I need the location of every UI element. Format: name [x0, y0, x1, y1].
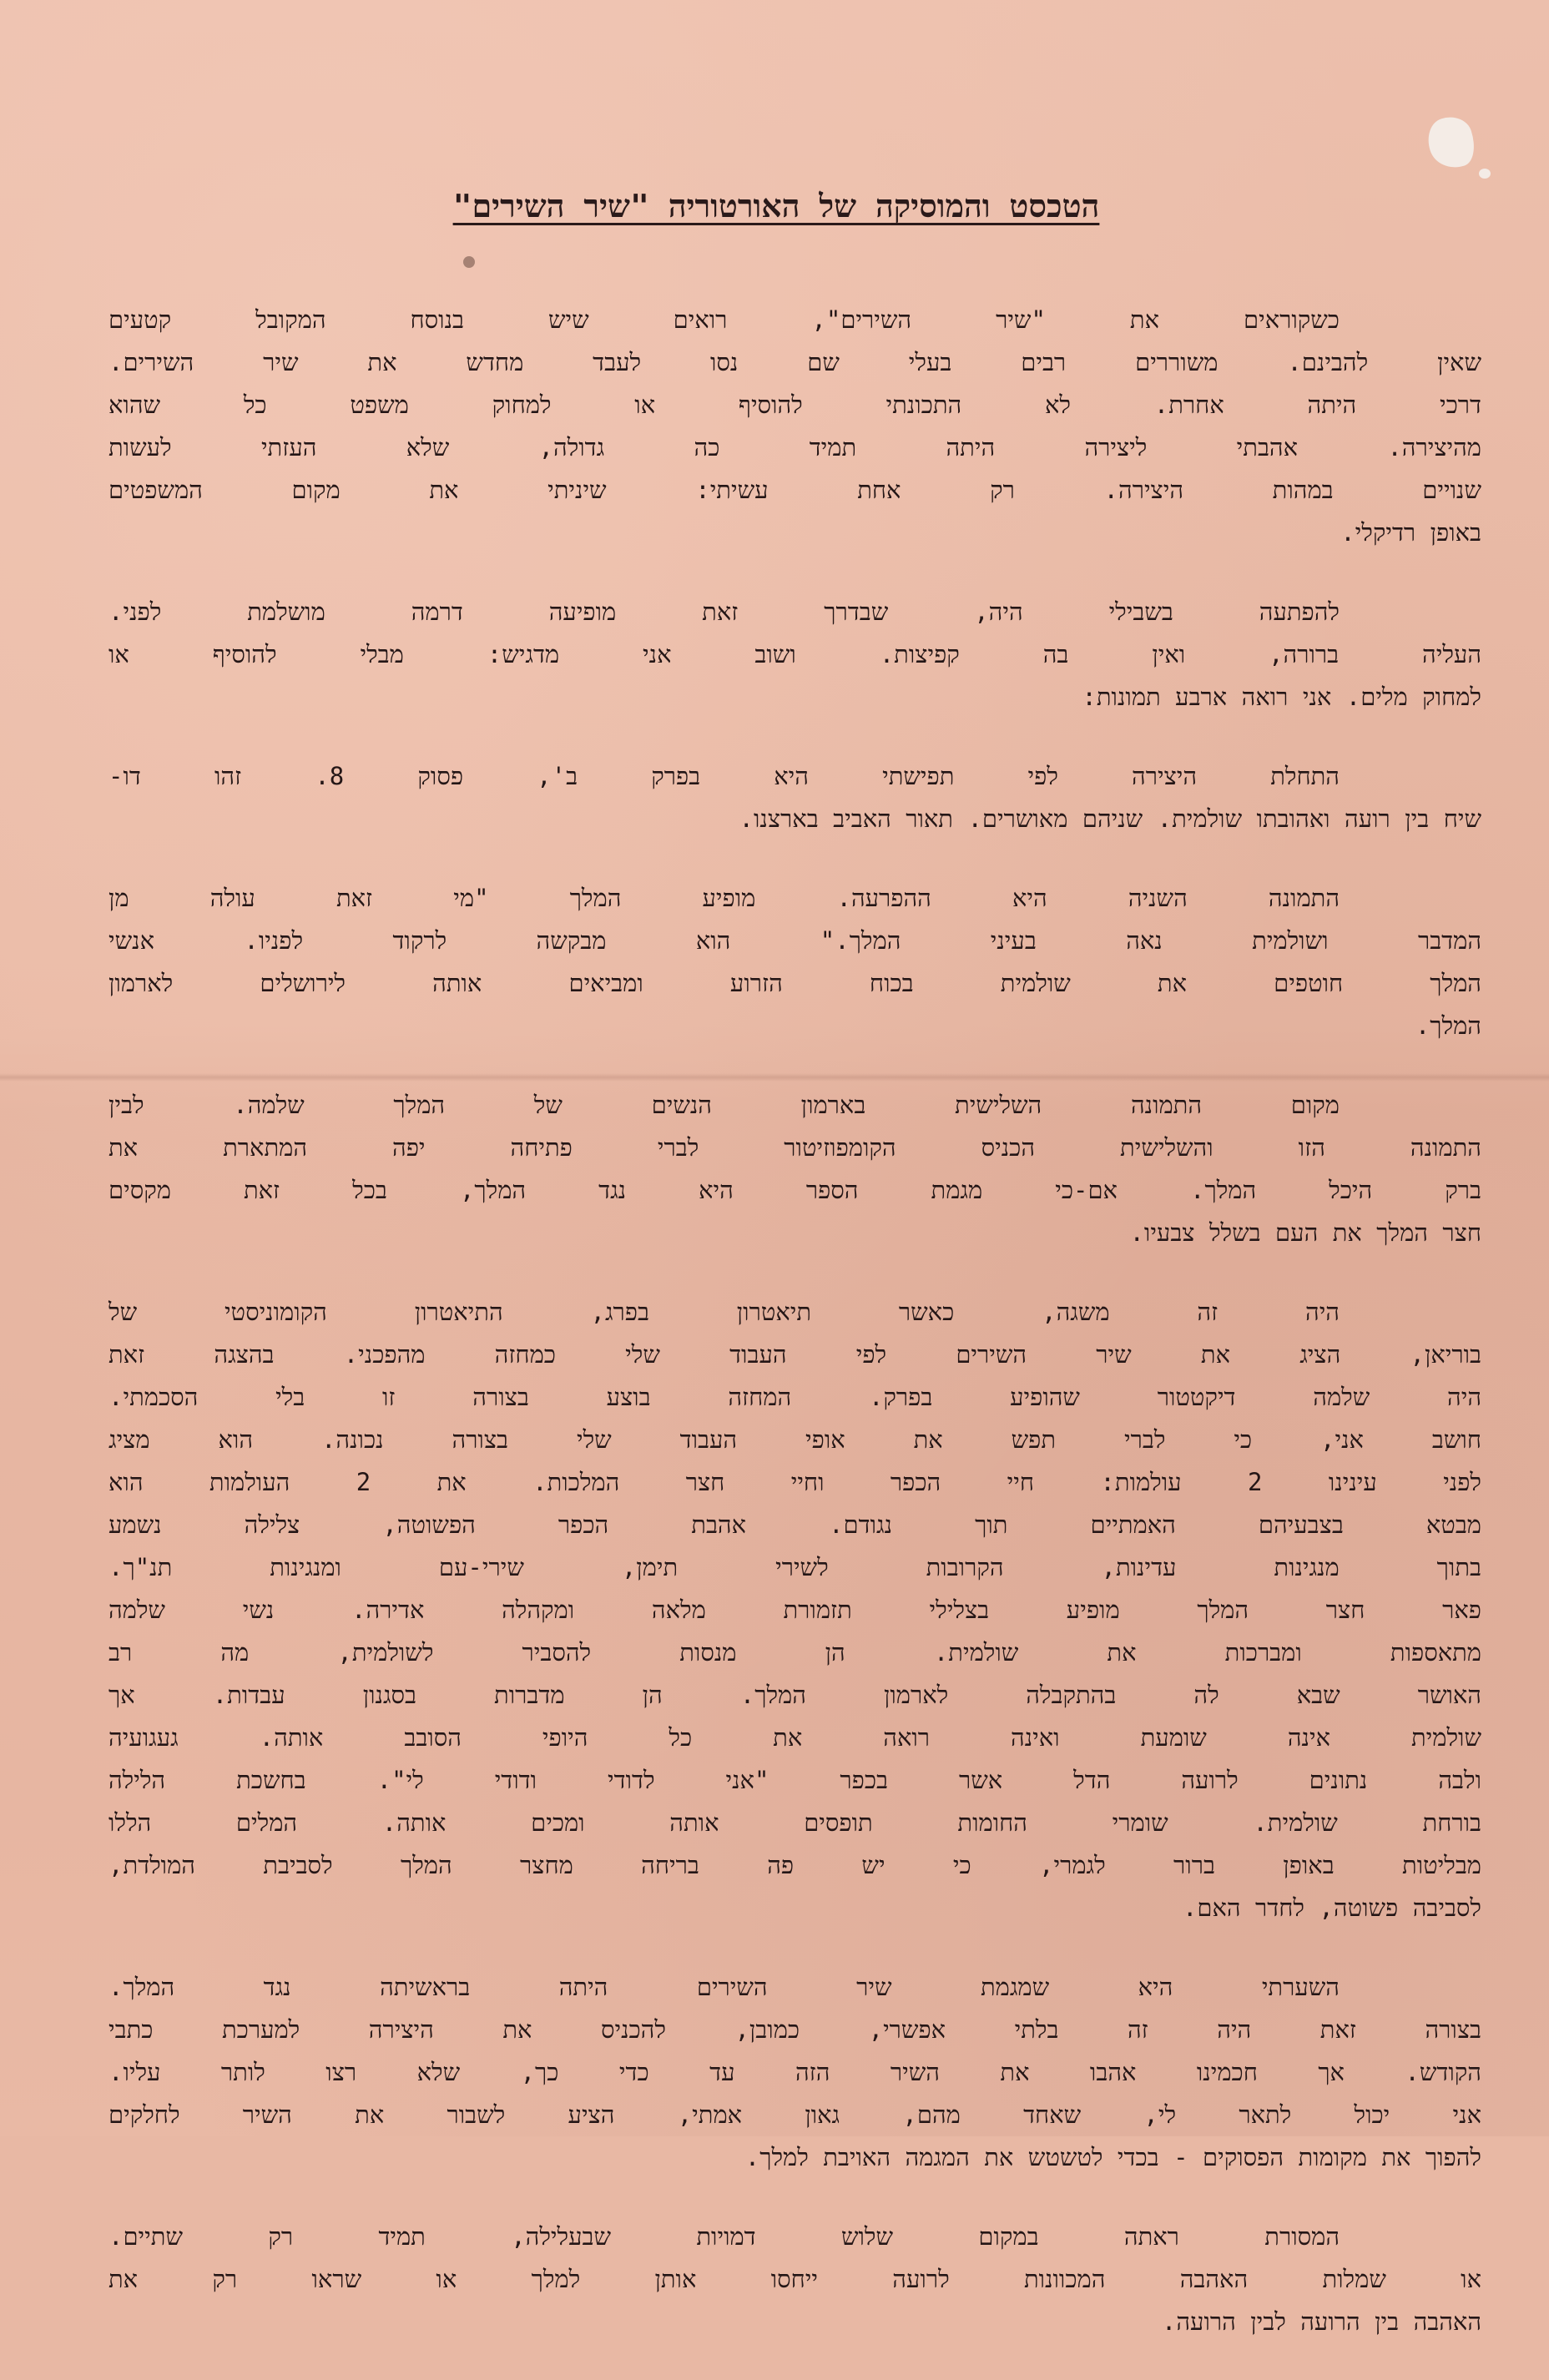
- paragraph: [108, 755, 1481, 840]
- text-line: או שמלות האהבה המכוונות לרועה ייחסו אותן למלך או שראו רק את: [108, 2265, 1481, 2293]
- text-line: מבליטות באופן ברור לגמרי, כי יש פה בריחה מחצר המלך לסביבת המולדת,: [108, 1851, 1481, 1879]
- paragraph: [108, 2216, 1481, 2343]
- text-line: שיח בין רועה ואהובתו שולמית. שניהם מאושרים. תאור האביב בארצנו.: [739, 804, 1481, 833]
- paper-tear-hole: [1422, 111, 1481, 174]
- paragraph: [108, 591, 1481, 719]
- text-line: המלך חוטפים את שולמית בכוח הזרוע ומביאים אותה לירושלים לארמון: [108, 969, 1481, 997]
- text-line: האושר שבא לה בהתקבלה לארמון המלך. הן מדברות בסגנון עבדות. אך: [108, 1681, 1481, 1709]
- text-line: פאר חצר המלך מופיע בצלילי תזמורת מלאה ומקהלה אדירה. נשי שלמה: [108, 1596, 1481, 1624]
- text-line: השערתי היא שמגמת שיר השירים היתה בראשיתה נגד המלך.: [108, 1973, 1340, 2001]
- text-line: שולמית אינה שומעת ואינה רואה את כל היופי הסובב אותה. געגועיה: [108, 1723, 1481, 1752]
- text-line: חצר המלך את העם בשלל צבעיו.: [1129, 1218, 1481, 1247]
- document-title: הטכסט והמוסיקה של האורטוריה "שיר השירים": [452, 188, 1100, 224]
- text-line: אני יכול לתאר לי, שאחד מהם, גאון אמתי, הציע לשבור את השיר לחלקים: [108, 2100, 1481, 2129]
- document-body: [108, 299, 1481, 2380]
- text-line: חושב אני, כי לברי תפש את אופי העבוד שלי בצורה נכונה. הוא מציג: [108, 1425, 1481, 1454]
- text-line: הקודש. אך חכמינו אהבו את השיר הזה עד כדי כך, שלא רצו לותר עליו.: [108, 2058, 1481, 2086]
- text-line: מקום התמונה השלישית בארמון הנשים של המלך שלמה. לבין: [108, 1091, 1340, 1119]
- paragraph: [108, 299, 1481, 554]
- paper-tear-hole-small: [1479, 169, 1491, 179]
- text-line: דרכי היתה אחרת. לא התכונתי להוסיף או למחוק משפט כל שהוא: [108, 391, 1481, 419]
- ink-spot: [463, 256, 475, 268]
- text-line: באופן רדיקלי.: [1340, 518, 1481, 547]
- text-line: כשקוראים את "שיר השירים", רואים שיש בנוסח המקובל קטעים: [108, 305, 1340, 334]
- text-line: בוריאן, הציג את שיר השירים לפי העבוד שלי כמחזה מהפכני. בהצגה זאת: [108, 1340, 1481, 1369]
- text-line: שנויים במהות היצירה. רק אחת עשיתי: שיניתי את מקום המשפטים: [108, 476, 1481, 504]
- text-line: בצורה זאת היה זה בלתי אפשרי, כמובן, להכניס את היצירה למערכת כתבי: [108, 2015, 1481, 2044]
- text-line: המלך.: [1415, 1011, 1481, 1040]
- text-line: להפוך את מקומות הפסוקים - בכדי לטשטש את המגמה האויבת למלך.: [744, 2143, 1481, 2171]
- text-line: לפני עינינו 2 עולמות: חיי הכפר וחיי חצר המלכות. את 2 העולמות הוא: [108, 1468, 1481, 1496]
- text-line: שאין להבינם. משוררים רבים בעלי שם נסו לעבד מחדש את שיר השירים.: [108, 348, 1481, 376]
- text-line: התחלת היצירה לפי תפישתי היא בפרק ב', פסוק 8. זהו דו-: [108, 762, 1340, 790]
- text-line: התמונה השניה היא ההפרעה. מופיע המלך "מי זאת עולה מן: [108, 884, 1340, 912]
- paragraph: [108, 1084, 1481, 1254]
- text-line: ולבה נתונים לרועה הדל אשר בכפר "אני לדודי ודודי לי". בחשכת הלילה: [108, 1766, 1481, 1794]
- text-line: מתאספות ומברכות את שולמית. הן מנסות להסביר לשולמית, מה רב: [108, 1638, 1481, 1667]
- text-line: האהבה בין הרועה לבין הרועה.: [1161, 2307, 1481, 2336]
- text-line: היה זה משגה, כאשר תיאטרון בפרג, התיאטרון הקומוניסטי של: [108, 1298, 1340, 1326]
- paragraph: [108, 877, 1481, 1047]
- text-line: היה שלמה דיקטטור שהופיע בפרק. המחזה בוצע בצורה זו בלי הסכמתי.: [108, 1383, 1481, 1411]
- text-line: להפתעה בשבילי היה, שבדרך זאת מופיעה דרמה מושלמת לפני.: [108, 598, 1340, 626]
- text-line: בתוך מנגינות עדינות, הקרובות לשירי תימן, שירי-עם ומנגינות תנ"ך.: [108, 1553, 1481, 1581]
- text-line: לסביבה פשוטה, לחדר האם.: [1182, 1893, 1481, 1922]
- paragraph: [108, 1291, 1481, 1929]
- text-line: ברק היכל המלך. אם-כי מגמת הספר היא נגד המלך, בכל זאת מקסים: [108, 1176, 1481, 1204]
- text-line: מהיצירה. אהבתי ליצירה היתה תמיד כה גדולה, שלא העזתי לעשות: [108, 433, 1481, 461]
- text-line: בורחת שולמית. שומרי החומות תופסים אותה ומכים אותה. המלים הללו: [108, 1808, 1481, 1837]
- text-line: התמונה הזו והשלישית הכניס הקומפוזיטור לברי פתיחה יפה המתארת את: [108, 1133, 1481, 1162]
- text-line: למחוק מלים. אני רואה ארבע תמונות:: [1082, 683, 1481, 711]
- text-line: המדבר ושולמית נאה בעיני המלך." הוא מבקשה לרקוד לפניו. אנשי: [108, 926, 1481, 955]
- text-line: המסורת ראתה במקום שלוש דמויות שבעלילה, תמיד רק שתיים.: [108, 2222, 1340, 2251]
- text-line: מבטא בצבעיהם האמתיים תוך נגודם. אהבת הכפר הפשוטה, צלילה נשמע: [108, 1510, 1481, 1539]
- paragraph: [108, 1966, 1481, 2179]
- text-line: העליה ברורה, ואין בה קפיצות. ושוב אני מדגיש: מבלי להוסיף או: [108, 640, 1481, 668]
